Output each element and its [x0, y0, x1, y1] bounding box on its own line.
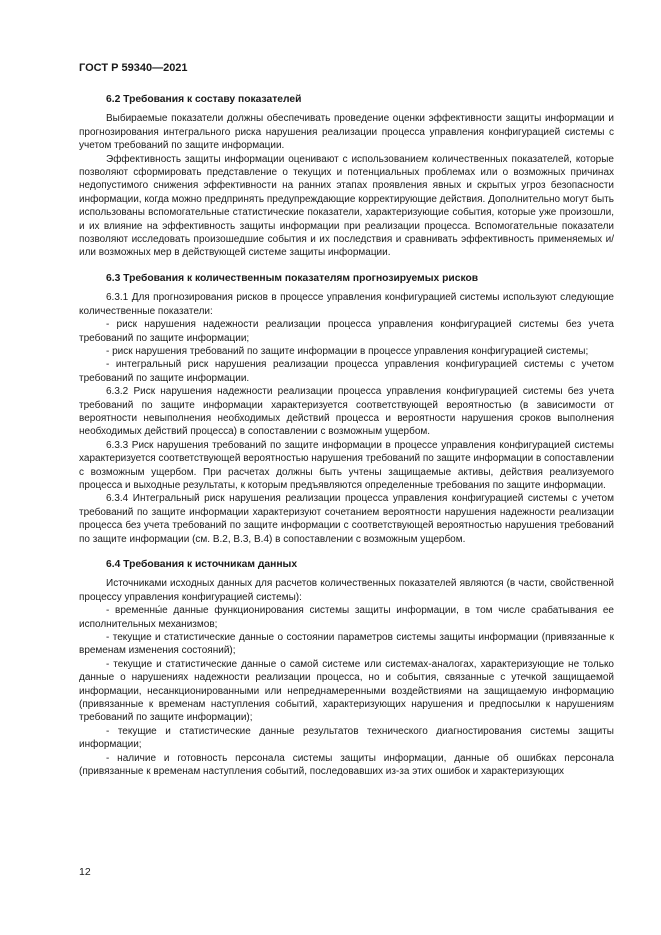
paragraph: Источниками исходных данных для расчетов количественных показателей являются (в части, свойственной процессу управления конфигурацией системы): [79, 578, 614, 603]
paragraph: Выбираемые показатели должны обеспечивать проведение оценки эффективности защиты информации и прогнозирования интегрального риска нарушения реализации процесса управления конфигурацией системы с учетом требований по защите информации. [79, 113, 614, 152]
section-6-4 [79, 558, 614, 779]
section-heading: 6.2 Требования к составу показателей [106, 94, 302, 105]
list-item: - текущие и статистические данные о самой системе или системах-аналогах, характеризующие не только данные о нарушениях надежности реализации процесса, но и события, связанные с утечкой защищаемой информации, несанкционированными или непреднамеренными воздействиями на защищаемую информацию (привязанные к временам наступления событий, характеризующих нарушения и предпосылки к нарушениям требований по защите информации); [79, 658, 614, 724]
section-6-2 [79, 93, 614, 260]
list-item: - текущие и статистические данные о состоянии параметров системы защиты информации (привязанные к временам изменения состояний); [79, 632, 614, 657]
document-header: ГОСТ Р 59340—2021 [79, 62, 188, 74]
paragraph: 6.3.4 Интегральный риск нарушения реализации процесса управления конфигурацией системы с учетом требований по защите информации характеризуют сочетанием вероятности нарушения надежности реализации процесса без учета требований по защите информации с соответствующей вероятностью нарушения требований по защите информации (см. В.2, В.3, В.4) в сопоставлении с возможным ущербом. [79, 493, 614, 545]
list-item: - риск нарушения требований по защите информации в процессе управления конфигурацией системы; [106, 345, 589, 357]
section-heading: 6.4 Требования к источникам данных [106, 559, 298, 570]
list-item: - текущие и статистические данные результатов технического диагностирования системы защиты информации; [79, 725, 614, 751]
section-6-3 [79, 272, 614, 546]
list-item: - риск нарушения надежности реализации процесса управления конфигурацией системы без учета требований по защите информации; [79, 319, 614, 344]
list-item: - временны́е данные функционирования системы защиты информации, в том числе срабатывания ее исполнительных механизмов; [79, 605, 614, 630]
page-body [79, 93, 614, 791]
list-item: - интегральный риск нарушения реализации процесса управления конфигурацией системы с учетом требований по защите информации. [79, 359, 614, 384]
page-number: 12 [79, 866, 91, 878]
paragraph: 6.3.3 Риск нарушения требований по защите информации в процессе управления конфигурацией системы характеризуется соответствующей вероятностью нарушения требований по защите информации в сопоставлении с возможным ущербом. При расчетах должны быть учтены защищаемые активы, действия реализуемого процесса и выходные результаты, к которым предъявляются определенные требования по защите информации. [79, 439, 614, 491]
list-item: - наличие и готовность персонала системы защиты информации, данные об ошибках персонала (привязанные к временам наступления событий, последовавших из-за этих ошибок и характеризующих [79, 752, 614, 778]
paragraph: Эффективность защиты информации оценивают с использованием количественных показателей, которые позволяют сформировать представление о текущих и потенциальных проблемах или о возможных причинах недопустимого снижения эффективности на ранних этапах проявления явных и скрытых угроз безопасности информации, когда можно предпринять предупреждающие корректирующие действия. Дополнительно могут быть использованы вспомогательные статистические показатели, характеризующие события, которые уже произошли, и их влияние на эффективность защиты информации при реализации процесса. Вспомогательные показатели позволяют исследовать произошедшие события и их последствия и сравнивать эффективность применяемых и/или возможных мер в действующей системе защиты информации. [79, 153, 615, 259]
section-heading: 6.3 Требования к количественным показателям прогнозируемых рисков [106, 272, 479, 284]
paragraph: 6.3.1 Для прогнозирования рисков в процессе управления конфигурацией системы используют следующие количественные показатели: [79, 292, 614, 317]
paragraph: 6.3.2 Риск нарушения надежности реализации процесса управления конфигурацией системы без учета требований по защите информации характеризуется соответствующей вероятностью (в зависимости от вероятности невыполнения необходимых действий процесса и вероятности нарушения сроков выполнения необходимых действий процесса) в сопоставлении с возможным ущербом. [79, 386, 614, 438]
